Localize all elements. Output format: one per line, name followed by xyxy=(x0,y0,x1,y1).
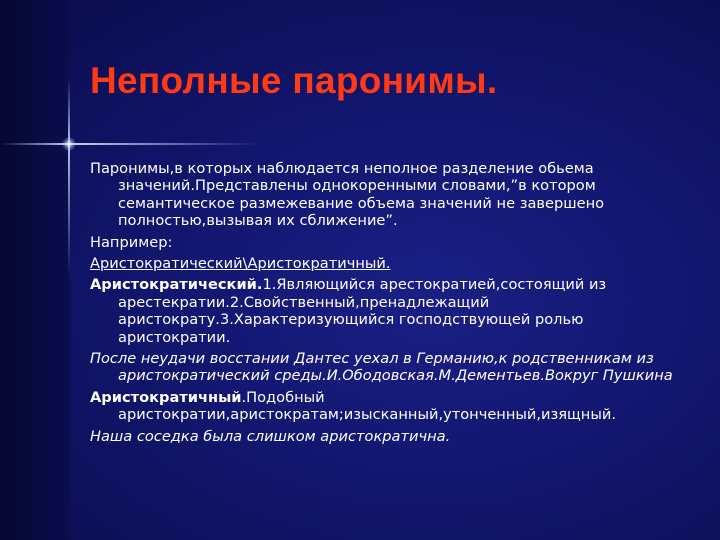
slide-left-band xyxy=(0,0,70,540)
word2-def-text: .Подобный аристократии,аристократам;изысканный,утонченный,изящный. xyxy=(118,388,616,424)
word1-term: Аристократический. xyxy=(90,276,263,294)
word2-term: Аристократичный xyxy=(90,388,242,406)
word2-definition xyxy=(90,389,700,424)
word1-def-text: 1.Являющийся арестократией,состоящий из арестекратии.2.Свойственный,пренадлежащий аристократу.3.Характеризующийся господствующей ролью аристократии. xyxy=(118,276,607,346)
slide-title: Неполные паронимы. xyxy=(90,60,498,101)
sparkle-horizontal-ray xyxy=(0,143,260,145)
definition-paragraph: Паронимы,в которых наблюдается неполное разделение обьема значений.Представлены однокоренными словами,”в котором семантическое размежевание объема значений не завершено полностью,вызывая их сближение”. xyxy=(90,160,605,230)
sparkle-vertical-ray xyxy=(68,78,70,278)
sparkle-star-icon xyxy=(62,137,76,151)
example-intro: Например: xyxy=(90,233,173,251)
paronym-pair: Аристократический\Аристократичный. xyxy=(90,255,391,273)
word1-definition xyxy=(90,276,700,346)
slide-body xyxy=(90,160,700,449)
word1-example: После неудачи восстании Дантес уехал в Германию,к родственникам из аристократический среды.И.Ободовская.М.Дементьев.Вокруг Пушкина xyxy=(90,350,673,385)
word2-example: Наша соседка была слишком аристократична. xyxy=(90,427,451,445)
